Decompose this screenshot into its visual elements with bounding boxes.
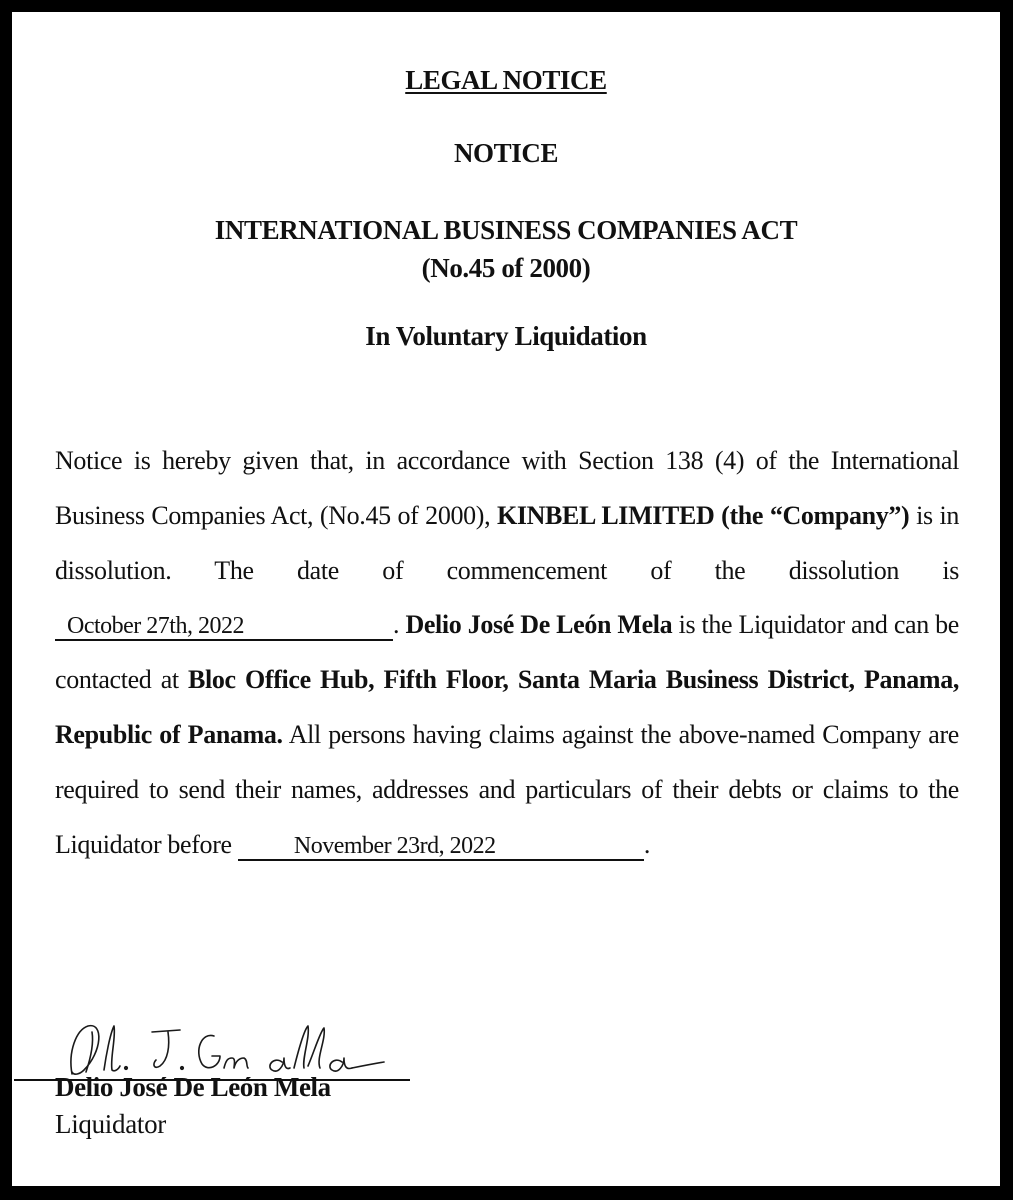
liquidator-name: Delio José De León Mela <box>405 610 673 640</box>
body-text-4: is the Liquidator and can be contacted at <box>55 610 959 695</box>
body-text-2: is in dissolution. The date of commencement of the dissolution is <box>55 500 959 585</box>
act-heading <box>12 211 1000 287</box>
body-text-3: . <box>393 610 406 640</box>
claims-date: November 23rd, 2022 <box>293 832 496 859</box>
act-number: (No.45 of 2000) <box>421 253 591 283</box>
liquidation-subheading: In Voluntary Liquidation <box>365 321 647 351</box>
notice-body <box>55 434 959 872</box>
commencement-date: October 27th, 2022 <box>67 613 244 640</box>
signatory-title: Liquidator <box>55 1109 166 1139</box>
claims-date-field <box>238 832 644 861</box>
act-title: INTERNATIONAL BUSINESS COMPANIES ACT <box>214 215 798 245</box>
liquidator-address: Bloc Office Hub, Fifth Floor, Santa Maria Business District, Panama, Republic of Panama. <box>55 665 959 749</box>
body-text-1: Notice is hereby given that, in accordance with Section 138 (4) of the International Business Companies Act, (No.45 of 2000), <box>55 446 959 530</box>
commencement-date-field <box>55 612 393 641</box>
signatory-name: Delio José De León Mela <box>55 1072 331 1102</box>
body-text-5: All persons having claims against the above-named Company are required to send their names, addresses and particulars of their debts or claims to the Liquidator before <box>55 719 959 859</box>
body-text-6: . <box>643 829 651 859</box>
notice-heading: NOTICE <box>453 138 559 168</box>
notice-page <box>12 12 1000 1186</box>
legal-notice-heading: LEGAL NOTICE <box>405 65 607 95</box>
company-name: KINBEL LIMITED (the “Company”) <box>496 500 910 530</box>
